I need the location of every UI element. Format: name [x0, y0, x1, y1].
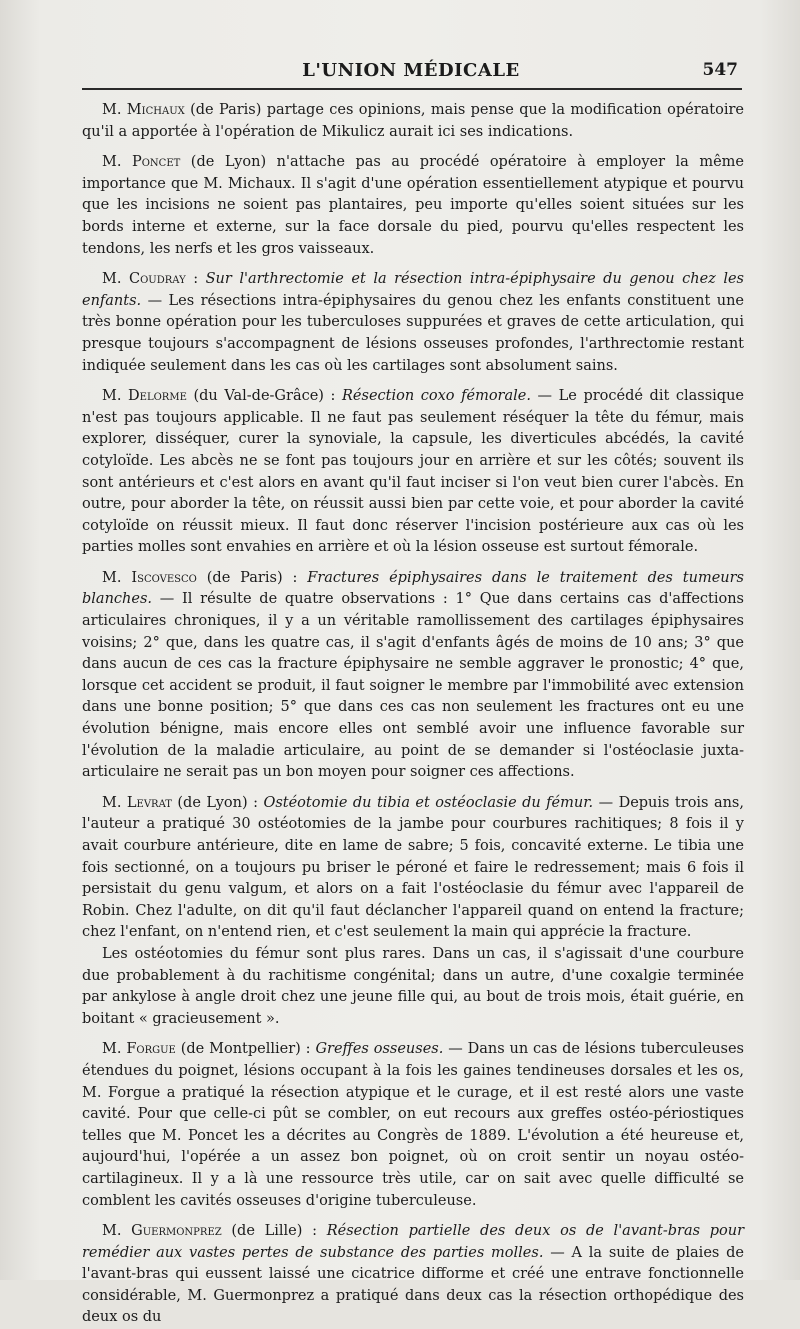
paragraph-text: — Depuis trois ans, l'auteur a pratiqué 30 ostéotomies de la jambe pour courbures rachitiques; 8 fois il y avait courbure antérieure, dite en lame de sabre; 5 fois, concavité externe. Le tibia une fois sectionné, on a toujours pu briser le péroné et faire le redressement; mais 6 fois il persistait du genu valgum, et alors on a fait l'ostéoclasie du fémur avec l'appareil de Robin. Chez l'adulte, on dit qu'il faut déclancher l'appareil quand on entend la fracture; chez l'enfant, on n'entend rien, et c'est seulement la main qui apprécie la fracture. — [82, 794, 744, 941]
paragraph-text: — A la suite de plaies de l'avant-bras qui eussent laissé une cicatrice difforme et créé une entrave fonctionnelle considérable, M. Guermonprez a pratiqué dans deux cas la résection orthopédique des deux os du — [82, 1244, 744, 1326]
affiliation: (de Montpellier) : — [175, 1041, 316, 1058]
communication-title: Résection partielle des deux os de l'avant-bras pour remédier aux vastes pertes de substance des parties molles. — [82, 1223, 745, 1261]
paragraph-poncet — [82, 152, 744, 260]
speaker-name: M. Poncet — [102, 154, 181, 171]
paragraph-coudray — [82, 269, 744, 377]
article-body — [82, 100, 744, 1329]
paragraph-text: — Dans un cas de lésions tuberculeuses étendues du poignet, lésions occupant à la fois les gaines tendineuses dorsales et les os, M. Forgue a pratiqué la résection atypique et le curage, et il est resté alors une vaste cavité. Pour que celle-ci pût se combler, on eut recours aux greffes ostéo-périostiques telles que M. Poncet les a décrites au Congrès de 1889. L'évolution a été heureuse et, aujourd'hui, l'opérée a un assez bon poignet, où on croit sentir un noyau ostéo-cartilagineux. Il y a là une ressource très utile, car on sait avec quelle difficulté se comblent les cavités osseuses d'origine tuberculeuse. — [82, 1041, 745, 1209]
speaker-name: M. Forgue — [102, 1041, 176, 1058]
speaker-name: M. Levrat — [102, 794, 172, 811]
communication-title: Résection coxo fémorale. — [342, 388, 531, 405]
affiliation: (de Lille) : — [221, 1223, 327, 1240]
paragraph-levrat — [82, 793, 744, 944]
paragraph-text: — Le procédé dit classique n'est pas toujours applicable. Il ne faut pas seulement réséquer la tête du fémur, mais explorer, disséquer, curer la synoviale, la capsule, les diverticules abcédés, la cavité cotyloïde. Les abcès ne se font pas toujours jour en arrière et sur les côtés; souvent ils sont antérieurs et c'est alors en avant qu'il faut inciser si l'on veut bien curer l'abcès. En outre, pour aborder la tête, on réussit aussi bien par cette voie, et pour aborder la cavité cotyloïde on réussit mieux. Il faut donc réserver l'incision postérieure aux cas où les parties molles sont envahies en arrière et où la lésion osseuse est surtout fémorale. — [82, 388, 745, 556]
paragraph-text: (de Lyon) n'attache pas au procédé opératoire à employer la même importance que M. Michaux. Il s'agit d'une opération essentiellement atypique et pourvu que les incisions ne soient pas plantaires, peu importe qu'elles soient situées sur les bords interne et externe, sur la face dorsale du pied, pourvu qu'elles respectent les tendons, les nerfs et les gros vaisseaux. — [82, 154, 744, 257]
communication-title: Ostéotomie du tibia et ostéoclasie du fémur. — [263, 794, 594, 811]
affiliation: (du Val-de-Grâce) : — [186, 388, 343, 405]
paragraph-text: — Les résections intra-épiphysaires du genou chez les enfants constituent une très bonne opération pour les tuberculoses suppurées et graves de cette articulation, qui presque toujours s'accompagnent de lésions osseuses profondes, l'arthrectomie restant indiquée seulement dans les cas où les cartilages sont absolument sains. — [82, 292, 744, 374]
paragraph-iscovesco — [82, 568, 744, 784]
paragraph-michaux — [82, 100, 744, 143]
affiliation: (de Lyon) : — [171, 794, 264, 811]
paragraph-levrat-continued — [82, 944, 744, 1030]
communication-title: Sur l'arthrectomie et la résection intra-épiphysaire du genou chez les enfants. — [82, 271, 744, 309]
paragraph-delorme — [82, 386, 744, 559]
speaker-name: M. Iscovesco — [102, 569, 197, 586]
speaker-name: M. Coudray — [102, 271, 186, 288]
paragraph-guermonprez — [82, 1221, 744, 1329]
journal-title: L'UNION MÉDICALE — [302, 60, 520, 81]
speaker-name: M. Guermonprez — [102, 1223, 222, 1240]
paragraph-text: Les ostéotomies du fémur sont plus rares. Dans un cas, il s'agissait d'une courbure due probablement à du rachitisme congénital; dans un autre, d'une coxalgie terminée par ankylose à angle droit chez une jeune fille qui, au bout de trois mois, était guérie, en boitant « gracieusement ». — [82, 945, 744, 1027]
communication-title: Fractures épiphysaires dans le traitement des tumeurs blanches. — [82, 569, 744, 608]
affiliation: (de Paris) : — [196, 569, 308, 586]
speaker-name: M. Michaux — [102, 102, 185, 118]
paragraph-text: (de Paris) partage ces opinions, mais pense que la modification opératoire qu'il a apportée à l'opération de Mikulicz aurait ici ses indications. — [82, 102, 744, 140]
paragraph-forgue — [82, 1039, 744, 1212]
separator: : — [185, 271, 206, 288]
communication-title: Greffes osseuses. — [315, 1041, 444, 1058]
page-header — [82, 60, 740, 90]
page-number: 547 — [702, 60, 738, 80]
header-rule — [82, 88, 742, 90]
speaker-name: M. Delorme — [102, 388, 187, 405]
paragraph-text: — Il résulte de quatre observations : 1° Que dans certains cas d'affections articulaires chroniques, il y a un véritable ramollissement des cartilages épiphysaires voisins; 2° que, dans les quatre cas, il s'agit d'enfants âgés de moins de 10 ans; 3° que dans aucun de ces cas la fracture épiphysaire ne semble aggraver le pronostic; 4° que, lorsque cet accident se produit, il faut soigner le membre par l'immobilité avec extension dans une bonne position; 5° que dans ces cas non seulement les fractures ont eu une évolution bénigne, mais encore elles ont semblé avoir une influence favorable sur l'évolution de la maladie articulaire, au point de se demander si l'ostéoclasie juxta-articulaire ne serait pas un bon moyen pour soigner ces affections. — [82, 591, 744, 781]
